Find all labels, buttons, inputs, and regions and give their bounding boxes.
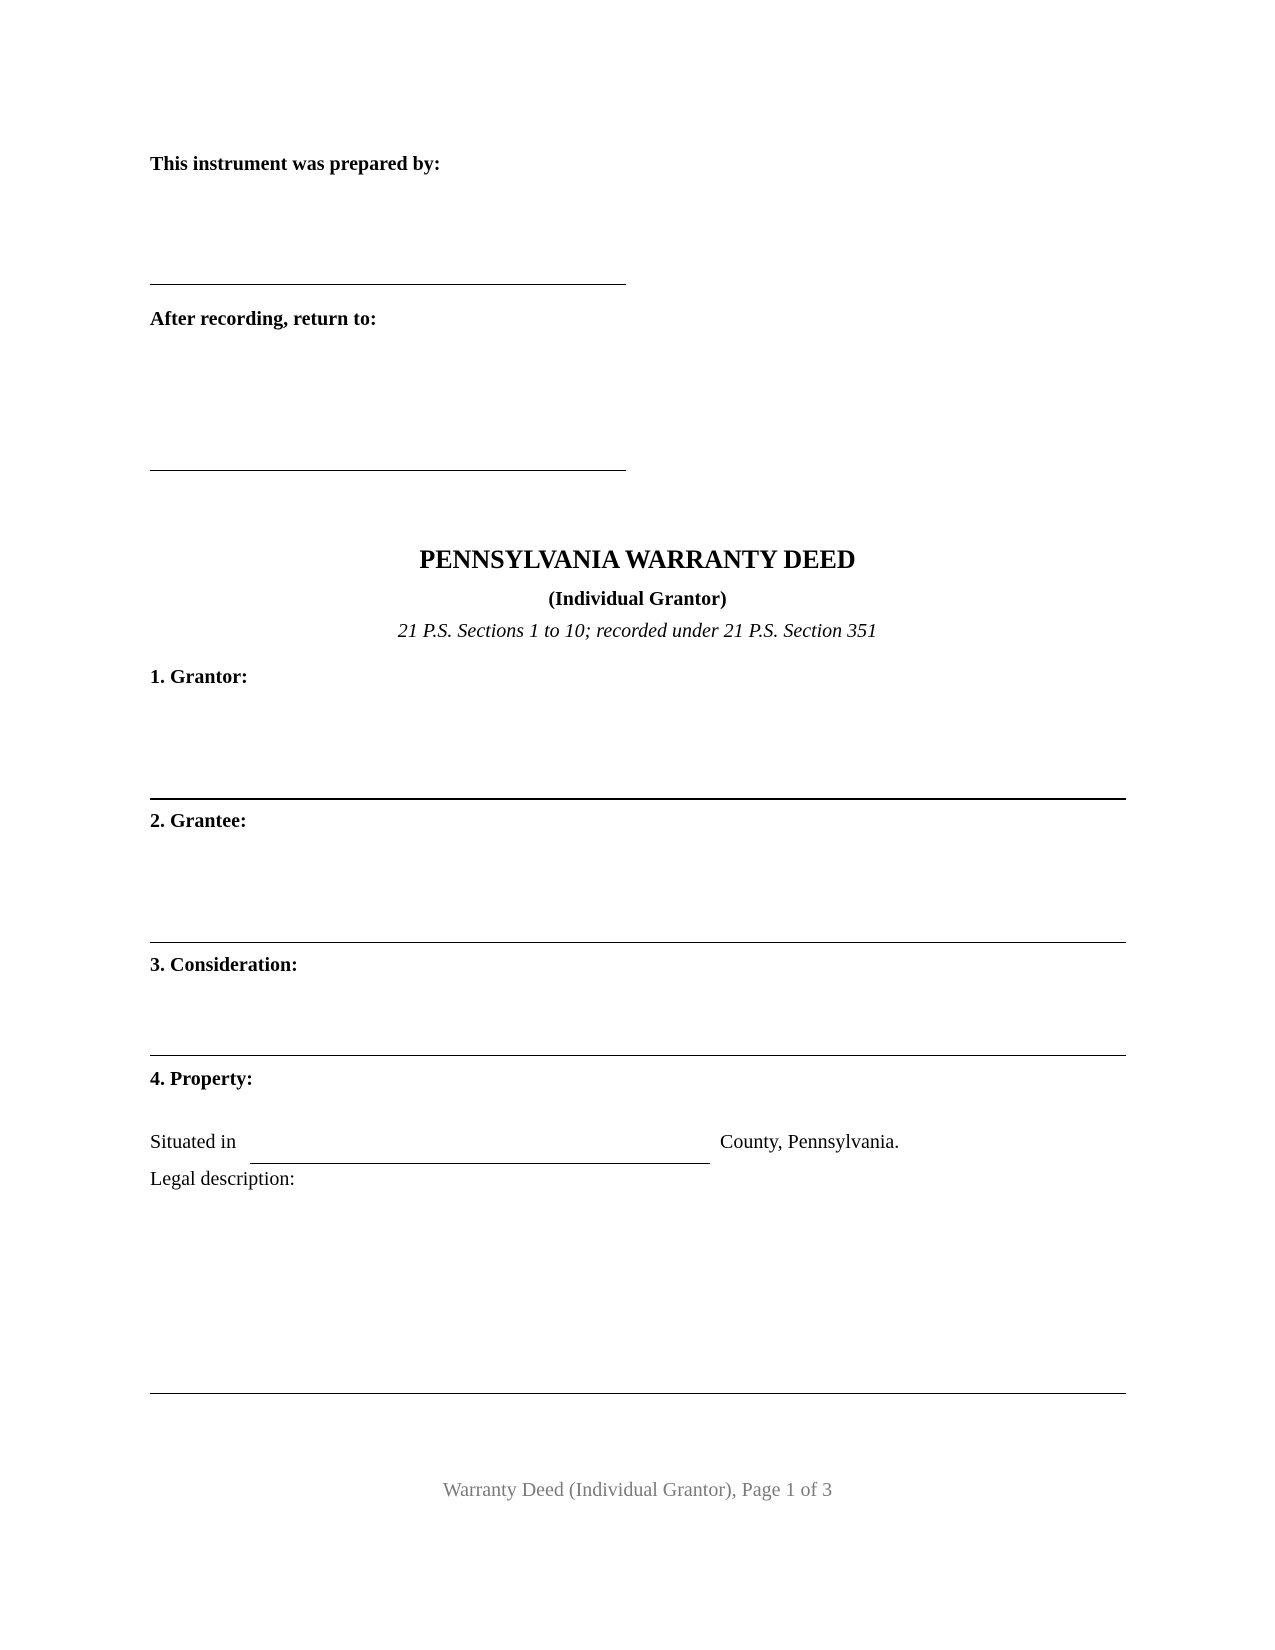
legal-description-label: Legal description:: [150, 1168, 295, 1190]
grantor-label: 1. Grantor:: [150, 666, 248, 688]
page-footer: Warranty Deed (Individual Grantor), Page 1 of 3: [442, 1479, 833, 1501]
document-subtitle: (Individual Grantor): [548, 588, 727, 610]
grantor-line[interactable]: [150, 798, 1126, 800]
legal-description-line[interactable]: [150, 1393, 1126, 1394]
return-to-label: After recording, return to:: [150, 308, 377, 330]
county-suffix-label: County, Pennsylvania.: [720, 1131, 900, 1153]
prepared-by-label: This instrument was prepared by:: [150, 153, 441, 175]
grantee-label: 2. Grantee:: [150, 810, 247, 832]
statute-citation: 21 P.S. Sections 1 to 10; recorded under 21 P.S. Section 351: [397, 620, 878, 642]
consideration-label: 3. Consideration:: [150, 954, 298, 976]
situated-in-label: Situated in: [150, 1131, 237, 1153]
property-label: 4. Property:: [150, 1068, 253, 1090]
grantee-line[interactable]: [150, 942, 1126, 943]
document-title: PENNSYLVANIA WARRANTY DEED: [419, 545, 856, 574]
consideration-line[interactable]: [150, 1055, 1126, 1056]
prepared-by-line[interactable]: [150, 284, 626, 285]
county-field-line[interactable]: [250, 1163, 710, 1164]
return-to-line[interactable]: [150, 470, 626, 471]
